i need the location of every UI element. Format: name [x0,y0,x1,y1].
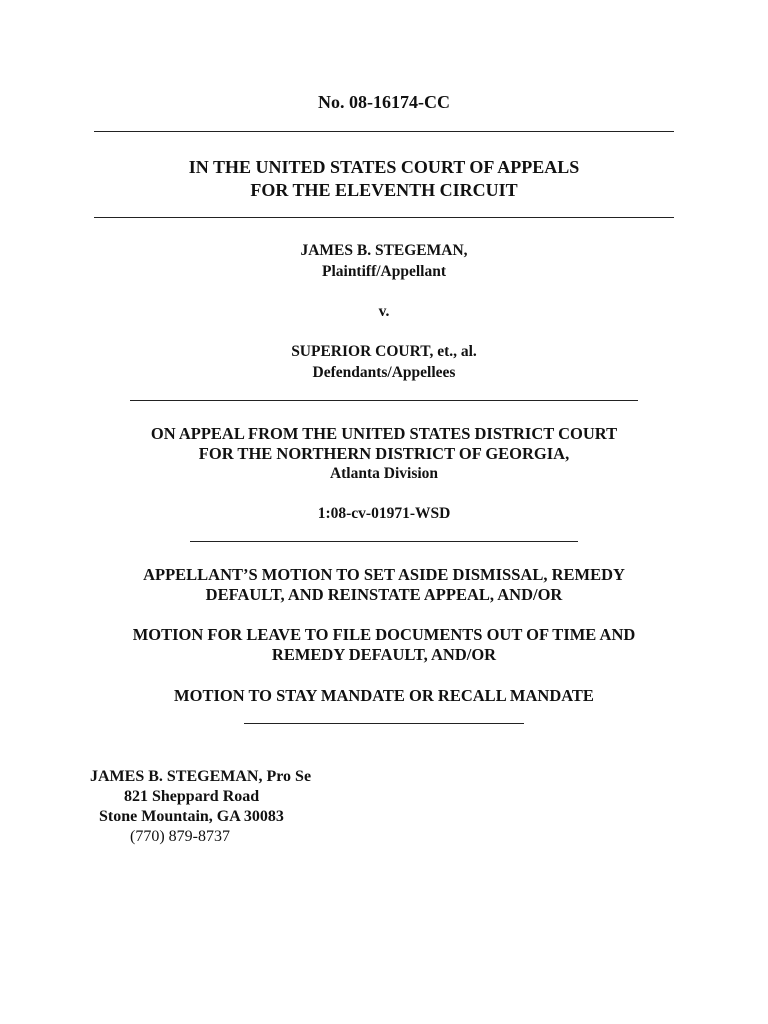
divider-rule [190,541,578,542]
divider-rule [94,131,674,132]
defendant-name: SUPERIOR COURT, et., al. [291,343,477,360]
motion2-line1: MOTION FOR LEAVE TO FILE DOCUMENTS OUT OF TIME AND [132,625,636,644]
court-name-line2: FOR THE ELEVENTH CIRCUIT [250,180,518,200]
filer-name: JAMES B. STEGEMAN, Pro Se [90,768,312,785]
versus: v. [378,303,390,320]
filer-city: Stone Mountain, GA 30083 [99,808,284,825]
appeal-line1: ON APPEAL FROM THE UNITED STATES DISTRICT COURT [150,424,618,443]
appeal-division: Atlanta Division [329,465,439,482]
defendant-role: Defendants/Appellees [312,364,456,381]
motion3-line1: MOTION TO STAY MANDATE OR RECALL MANDATE [174,686,594,705]
motion1-line1: APPELLANT’S MOTION TO SET ASIDE DISMISSAL, REMEDY [143,565,625,584]
plaintiff-role: Plaintiff/Appellant [321,263,446,280]
filer-phone: (770) 879-8737 [130,828,230,845]
district-case-number: 1:08-cv-01971-WSD [317,505,451,522]
divider-rule [94,217,674,218]
plaintiff-name: JAMES B. STEGEMAN, [300,242,468,259]
motion1-line2: DEFAULT, AND REINSTATE APPEAL, AND/OR [205,585,563,604]
case-number: No. 08-16174-CC [318,92,450,112]
motion2-line2: REMEDY DEFAULT, AND/OR [271,645,497,664]
filer-street: 821 Sheppard Road [124,788,260,805]
court-name-line1: IN THE UNITED STATES COURT OF APPEALS [188,157,580,177]
divider-rule [244,723,524,724]
appeal-line2: FOR THE NORTHERN DISTRICT OF GEORGIA, [198,444,570,463]
divider-rule [130,400,638,401]
